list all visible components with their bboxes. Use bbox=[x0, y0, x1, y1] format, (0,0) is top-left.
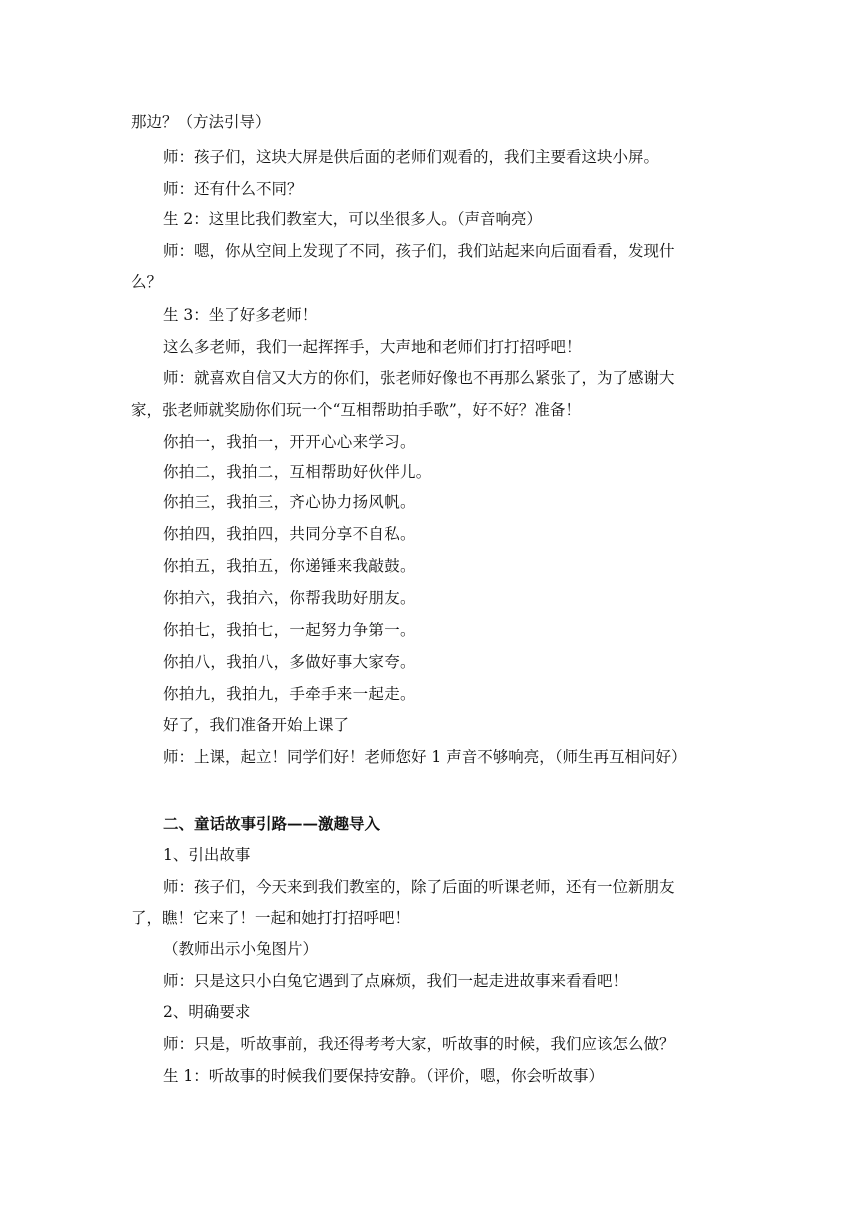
text-line: 好了，我们准备开始上课了 bbox=[163, 716, 350, 734]
clapping-song-line: 你拍九，我拍九，手牵手来一起走。 bbox=[163, 685, 416, 703]
clapping-song-line: 你拍三，我拍三，齐心协力扬风帆。 bbox=[163, 493, 416, 511]
text-line: 师：嗯，你从空间上发现了不同，孩子们，我们站起来向后面看看，发现什 bbox=[163, 242, 675, 260]
clapping-song-line: 你拍七，我拍七，一起努力争第一。 bbox=[163, 621, 416, 639]
text-line: 师：上课，起立！同学们好！老师您好 1 声音不够响亮，（师生再互相问好） bbox=[163, 748, 687, 766]
text-line: 家，张老师就奖励你们玩一个“互相帮助拍手歌”，好不好？准备！ bbox=[131, 401, 581, 419]
text-line: 那边？（方法引导） bbox=[131, 113, 271, 131]
text-line: 生 1：听故事的时候我们要保持安静。（评价，嗯，你会听故事） bbox=[163, 1067, 605, 1085]
clapping-song-line: 你拍一，我拍一，开开心心来学习。 bbox=[163, 433, 416, 451]
subsection-heading: 1、引出故事 bbox=[163, 846, 251, 864]
clapping-song-line: 你拍八，我拍八，多做好事大家夸。 bbox=[163, 653, 416, 671]
text-line: 生 3：坐了好多老师！ bbox=[163, 306, 318, 324]
clapping-song-line: 你拍五，我拍五，你递锤来我敲鼓。 bbox=[163, 557, 416, 575]
section-heading: 二、童话故事引路——激趣导入 bbox=[163, 814, 381, 833]
clapping-song-line: 你拍六，我拍六，你帮我助好朋友。 bbox=[163, 589, 416, 607]
text-line: 师：还有什么不同？ bbox=[163, 180, 303, 198]
text-line: （教师出示小兔图片） bbox=[163, 940, 319, 958]
clapping-song-line: 你拍二，我拍二，互相帮助好伙伴儿。 bbox=[163, 463, 432, 481]
text-line: 师：孩子们，今天来到我们教室的，除了后面的听课老师，还有一位新朋友 bbox=[163, 878, 675, 896]
clapping-song-line: 你拍四，我拍四，共同分享不自私。 bbox=[163, 525, 416, 543]
text-line: 这么多老师，我们一起挥挥手，大声地和老师们打打招呼吧！ bbox=[163, 338, 582, 356]
text-line: 师：孩子们，这块大屏是供后面的老师们观看的，我们主要看这块小屏。 bbox=[163, 148, 660, 166]
text-line: 师：只是，听故事前，我还得考考大家，听故事的时候，我们应该怎么做？ bbox=[163, 1035, 675, 1053]
text-line: 生 2：这里比我们教室大，可以坐很多人。（声音响亮） bbox=[163, 210, 543, 228]
text-line: 师：就喜欢自信又大方的你们，张老师好像也不再那么紧张了，为了感谢大 bbox=[163, 369, 675, 387]
text-line: 师：只是这只小白兔它遇到了点麻烦，我们一起走进故事来看看吧！ bbox=[163, 972, 629, 990]
text-line: 么？ bbox=[131, 273, 163, 291]
text-line: 了，瞧！它来了！一起和她打打招呼吧！ bbox=[131, 909, 411, 927]
subsection-heading: 2、明确要求 bbox=[163, 1003, 251, 1021]
